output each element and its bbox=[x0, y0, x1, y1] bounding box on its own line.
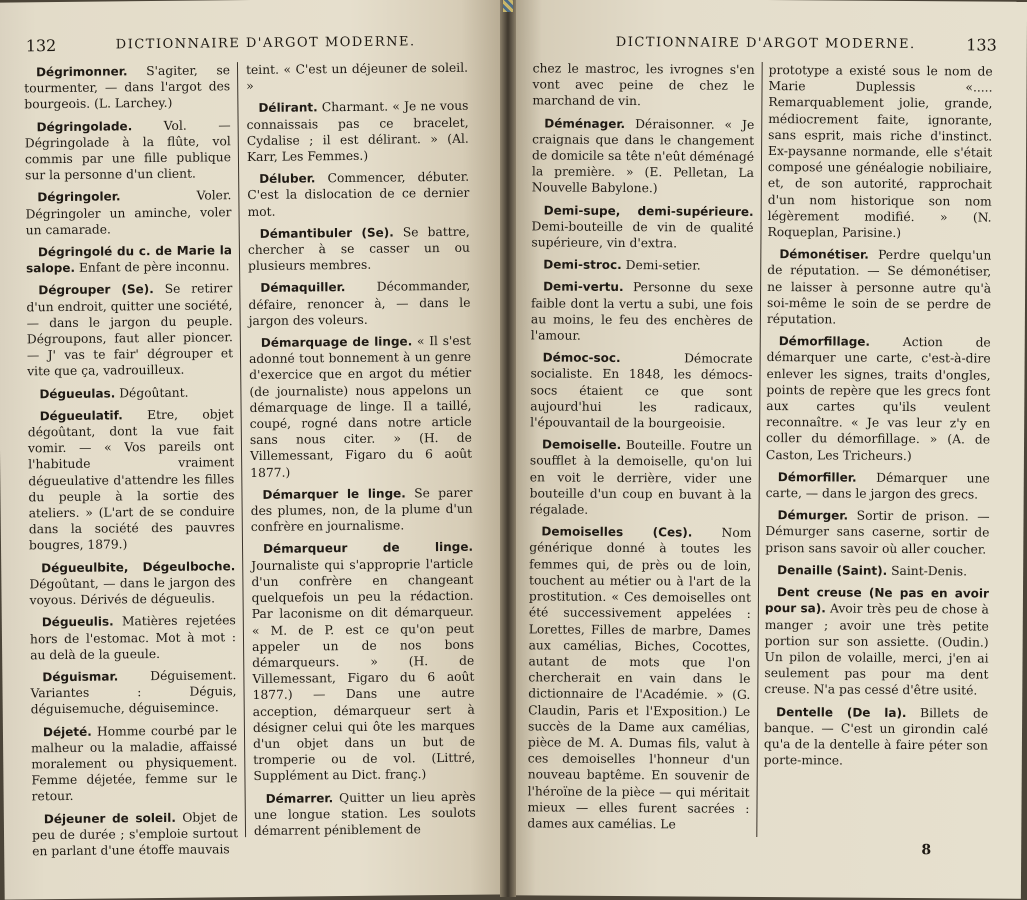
entry-headword: Délirant. bbox=[258, 100, 318, 116]
left-column-rule bbox=[237, 62, 246, 837]
entry-definition: Décommander, défaire, renoncer à, — dans le jargon des voleurs. bbox=[248, 279, 471, 328]
entry-headword: Déménager. bbox=[544, 116, 626, 131]
right-column-rule bbox=[756, 62, 762, 837]
dictionary-entry bbox=[31, 722, 238, 805]
entry-definition: Démarquer une carte, — dans le jargon des grecs. bbox=[765, 470, 990, 502]
entry-headword: Dégringolade. bbox=[36, 118, 133, 134]
entry-headword: Démarqueur de linge. bbox=[262, 540, 474, 557]
book-gutter bbox=[500, 0, 516, 897]
entry-headword: Déjeuner de soleil. bbox=[43, 810, 176, 826]
entry-definition: Demi-setier. bbox=[621, 258, 701, 273]
entry-headword: Dégueulbite, Dégeulboche. bbox=[41, 558, 236, 575]
dictionary-entry bbox=[250, 485, 472, 536]
entry-definition: Saint-Denis. bbox=[887, 563, 968, 579]
dictionary-entry bbox=[30, 667, 236, 718]
left-column-1 bbox=[24, 62, 239, 859]
entry-headword: Démorfillage. bbox=[778, 334, 871, 349]
dictionary-entry bbox=[27, 384, 233, 402]
entry-definition: Commencer, débuter. C'est la dislocation de ce dernier mot. bbox=[247, 169, 470, 219]
entry-definition: Se parer des plumes, non, de la plume d'un confrère en journalisme. bbox=[250, 485, 473, 535]
entry-headword: Dégueulas. bbox=[39, 386, 116, 401]
right-running-head: DICTIONNAIRE D'ARGOT MODERNE. bbox=[615, 34, 916, 53]
entry-definition: Perdre quelqu'un de réputation. — Se démonétiser, ne laisser à personne autre qu'à soi-même le soin de se perdre de réputation. bbox=[766, 247, 992, 327]
dictionary-entry bbox=[764, 704, 988, 770]
entry-definition: Quitter un lieu après une longue station. Les soulots démarrent péniblement de bbox=[253, 789, 476, 838]
dictionary-entry bbox=[26, 242, 232, 277]
dictionary-entry bbox=[765, 562, 989, 580]
dictionary-entry bbox=[766, 333, 991, 464]
entry-definition: Déguisement. Variantes : Déguis, déguisemuche, déguisemince. bbox=[30, 668, 237, 717]
entry-headword: Dégringolé du c. de Marie la salope. bbox=[26, 243, 232, 276]
entry-definition: Sortir de prison. — Démurger sans caserne, sortir de prison sans savoir où aller coucher. bbox=[765, 508, 990, 557]
dictionary-entry bbox=[531, 257, 753, 275]
right-page bbox=[505, 0, 1027, 899]
dictionary-entry bbox=[765, 507, 989, 557]
entry-definition: Se retirer d'un endroit, quitter une société, — dans le jargon du peuple. Dégroupons, faut aller pioncer. — J' vas te fair' dégrouper et vite que ça, vadrouilleux. bbox=[26, 281, 234, 379]
entry-definition: Vol. — Dégringolade à la flûte, vol commis par une fille publique sur la personne d'un client. bbox=[24, 117, 232, 183]
entry-definition: Demi-bouteille de vin de qualité supérieure, vin d'extra. bbox=[531, 219, 754, 251]
dictionary-entry bbox=[248, 278, 470, 329]
dictionary-entry bbox=[530, 350, 753, 433]
entry-definition: prototype a existé sous le nom de Marie Duplessis «..... Remarquablement jolie, grande, médiocrement faite, ignorante, sans esprit, mais riche d'instinct. Ex-paysanne normande, elle s'était composé une généalogie nobiliaire, et, de son autorité, rapprochait d'un nom historique son nom légèrement modifié. » (N. Roqueplan, Parisine.) bbox=[767, 63, 993, 240]
dictionary-entry bbox=[251, 539, 476, 784]
entry-headword: Dentelle (De la). bbox=[776, 704, 907, 720]
dictionary-entry bbox=[32, 809, 238, 860]
entry-headword: Demi-vertu. bbox=[543, 279, 624, 295]
entry-definition: Billets de banque. — C'est un girondin calé qu'a de la dentelle à faire péter son porte-mince. bbox=[763, 705, 989, 768]
binding-thread bbox=[503, 0, 513, 12]
dictionary-entry bbox=[530, 437, 753, 520]
entry-definition: Charmant. « Je ne vous connaissais pas ce bracelet, Cydalise ; il est délirant. » (Al. Karr, Les Femmes.) bbox=[246, 99, 469, 165]
dictionary-entry bbox=[26, 281, 233, 380]
entry-headword: Dégringoler. bbox=[37, 189, 121, 205]
dictionary-entry bbox=[25, 188, 231, 239]
entry-headword: Déguismar. bbox=[42, 669, 119, 685]
entry-headword: Dégrimonner. bbox=[35, 64, 128, 80]
entry-definition: Etre, objet dégoûtant, dont la vue fait vomir. — « Vos pareils ont l'habitude vraiment dégueulative d'attendre les filles du peuple à la sortie des ateliers. » (L'art de se conduire dans la société des pauvres bougres, 1879.) bbox=[27, 407, 235, 553]
entry-headword: Demi-supe, demi-supérieure. bbox=[543, 203, 754, 219]
entry-definition: Dégoûtant, — dans le jargon des voyous. Dérivés de dégueulis. bbox=[29, 575, 236, 608]
entry-headword: Démorfiller. bbox=[777, 469, 857, 485]
entry-definition: Bouteille. Foutre un soufflet à la demoiselle, qu'on lui en voit le derrière, vider une bouteille d'un coup en buvant à la régalade. bbox=[529, 438, 753, 517]
entry-headword: Démaquiller. bbox=[260, 280, 346, 296]
entry-headword: Demoiselle. bbox=[541, 437, 622, 453]
entry-definition: Action de démarquer une carte, c'est-à-dire enlever les signes, traits d'ongles, points de repère que les grecs font aux cartes qu'ils veulent reconnaître. « Je vas leur z'y en coller du démorfillage. » (A. de Caston, Les Tricheurs.) bbox=[765, 334, 991, 463]
entry-definition: Se battre, chercher à se casser un ou plusieurs membres. bbox=[247, 224, 470, 274]
dictionary-entry bbox=[24, 62, 230, 113]
entry-definition: Enfant de père inconnu. bbox=[74, 259, 230, 276]
entry-definition: Voler. Dégringoler un aminche, voler un camarade. bbox=[25, 188, 232, 238]
entry-definition: Journaliste qui s'approprie l'article d'un confrère en changeant quelquefois un peu la rédaction. Par laconisme on dit démarqueur. « M. de P. est ce qu'on peut appeler un de nos bons démarqueurs. » (H. de Villemessant, Figaro du 6 août 1877.) — Dans une autre acception, démarqueur sert à désigner celui qui ôte les marques d'un objet dans un but de tromperie ou de vol. (Littré, Supplément au Dict. franç.) bbox=[251, 556, 476, 784]
dictionary-entry bbox=[527, 524, 751, 833]
entry-definition: teint. « C'est un déjeuner de soleil. » bbox=[245, 60, 469, 94]
entry-headword: Demoiselles (Ces). bbox=[541, 524, 693, 540]
entry-headword: Dégueulatif. bbox=[39, 408, 123, 424]
entry-definition: Homme courbé par le malheur ou la maladie, affaissé moralement ou physiquement. Femme déjetée, femme sur le retour. bbox=[31, 722, 238, 804]
dictionary-entry bbox=[254, 788, 476, 839]
dictionary-entry bbox=[531, 202, 753, 252]
dictionary-entry bbox=[532, 60, 754, 110]
entry-definition: Nom générique donné à toutes les femmes qui, de près ou de loin, touchent au métier ou à l'art de la prostitution. « Ces demoiselles ont été successivement appelées : Lorettes, Filles de marbre, Dames aux camélias, Biches, Cocottes, autant de mots que l'on chercherait en vain dans le dictionnaire de l'Académie. » (G. Claudin, Paris et l'Exposition.) Le succès de la Dame aux camélias, pièce de M. A. Dumas fils, valut à ces demoiselles l'honneur d'un nouveau baptême. En souvenir de l'héroïne de la pièce — qui méritait mieux — elles furent sacrées : dames aux camélias. Le bbox=[527, 525, 752, 832]
dictionary-entry bbox=[248, 224, 470, 275]
left-column-2 bbox=[245, 60, 476, 838]
signature-mark: 8 bbox=[921, 842, 932, 859]
entry-definition: Matières rejetées hors de l'estomac. Mot à mot : au delà de la gueule. bbox=[29, 613, 237, 663]
dictionary-entry bbox=[767, 62, 992, 242]
entry-definition: Personne du sexe faible dont la vertu a subi, une fois au moins, le feu des enchères de l'amour. bbox=[530, 280, 754, 343]
entry-definition: Déraisonner. « Je craignais que dans le changement de domicile sa tête n'eût déménagé la première. » (E. Pelletan, La Nouvelle Babylone.) bbox=[531, 116, 755, 196]
entry-headword: Démarrer. bbox=[265, 790, 334, 806]
entry-headword: Démarquage de linge. bbox=[260, 334, 413, 350]
dictionary-entry bbox=[28, 406, 236, 554]
entry-definition: Dégoûtant. bbox=[115, 385, 189, 401]
entry-headword: Démoc-soc. bbox=[542, 350, 621, 366]
dictionary-entry bbox=[531, 279, 753, 345]
entry-definition: Démocrate socialiste. En 1848, les démocs-socs étaient ce que sont aujourd'hui les radicaux, l'épouvantail de la bourgeoisie. bbox=[530, 351, 753, 431]
left-running-head: DICTIONNAIRE D'ARGOT MODERNE. bbox=[115, 34, 416, 53]
entry-definition: « Il s'est adonné tout bonnement à un genre d'exercice que en argot du métier (de journaliste) nous appelons un démarquage de linge. Il a taillé, coupé, rogné dans notre article sans nous citer. » (H. de Villemessant, Figaro du 6 août 1877.) bbox=[248, 333, 473, 480]
dictionary-entry bbox=[25, 117, 232, 184]
entry-headword: Déluber. bbox=[259, 171, 316, 187]
dictionary-entry bbox=[30, 612, 236, 663]
entry-definition: S'agiter, se tourmenter, — dans l'argot des bourgeois. (L. Larchey.) bbox=[24, 63, 231, 112]
dictionary-entry bbox=[766, 469, 990, 503]
dictionary-entry bbox=[247, 169, 469, 220]
right-column-2 bbox=[763, 62, 992, 834]
entry-headword: Déjeté. bbox=[42, 724, 92, 739]
entry-headword: Demi-stroc. bbox=[543, 257, 622, 273]
entry-definition: Objet de peu de durée ; s'emploie surtout en parlant d'une étoffe mauvais bbox=[31, 809, 239, 859]
entry-headword: Denaille (Saint). bbox=[777, 562, 888, 578]
dictionary-entry bbox=[532, 115, 755, 198]
dictionary-entry bbox=[767, 246, 992, 329]
right-column-1 bbox=[527, 60, 754, 832]
dictionary-entry bbox=[29, 558, 235, 609]
dictionary-entry bbox=[246, 98, 469, 165]
dictionary-entry bbox=[246, 60, 468, 95]
dictionary-entry bbox=[764, 584, 989, 699]
entry-headword: Dégueulis. bbox=[41, 614, 114, 630]
entry-headword: Démarquer le linge. bbox=[262, 486, 406, 502]
dictionary-entry bbox=[249, 333, 473, 481]
entry-headword: Démantibuler (Se). bbox=[259, 225, 394, 241]
entry-definition: chez le mastroc, les ivrognes s'en vont avec peine de chez le marchand de vin. bbox=[532, 61, 755, 109]
left-page-number: 132 bbox=[25, 36, 57, 56]
left-page bbox=[0, 0, 511, 900]
entry-headword: Démonétiser. bbox=[779, 247, 869, 262]
entry-definition: Avoir très peu de chose à manger ; avoir une très petite portion sur son assiette. (Oudin.) Un pilon de volaille, merci, j'en ai seulement pas pour ma dent creuse. N'a pas cessé d'être usité. bbox=[764, 601, 989, 698]
entry-headword: Dent creuse (Ne pas en avoir pour sa). bbox=[764, 585, 990, 616]
entry-headword: Dégrouper (Se). bbox=[38, 282, 154, 298]
right-page-number: 133 bbox=[966, 35, 997, 55]
entry-headword: Démurger. bbox=[777, 508, 849, 523]
